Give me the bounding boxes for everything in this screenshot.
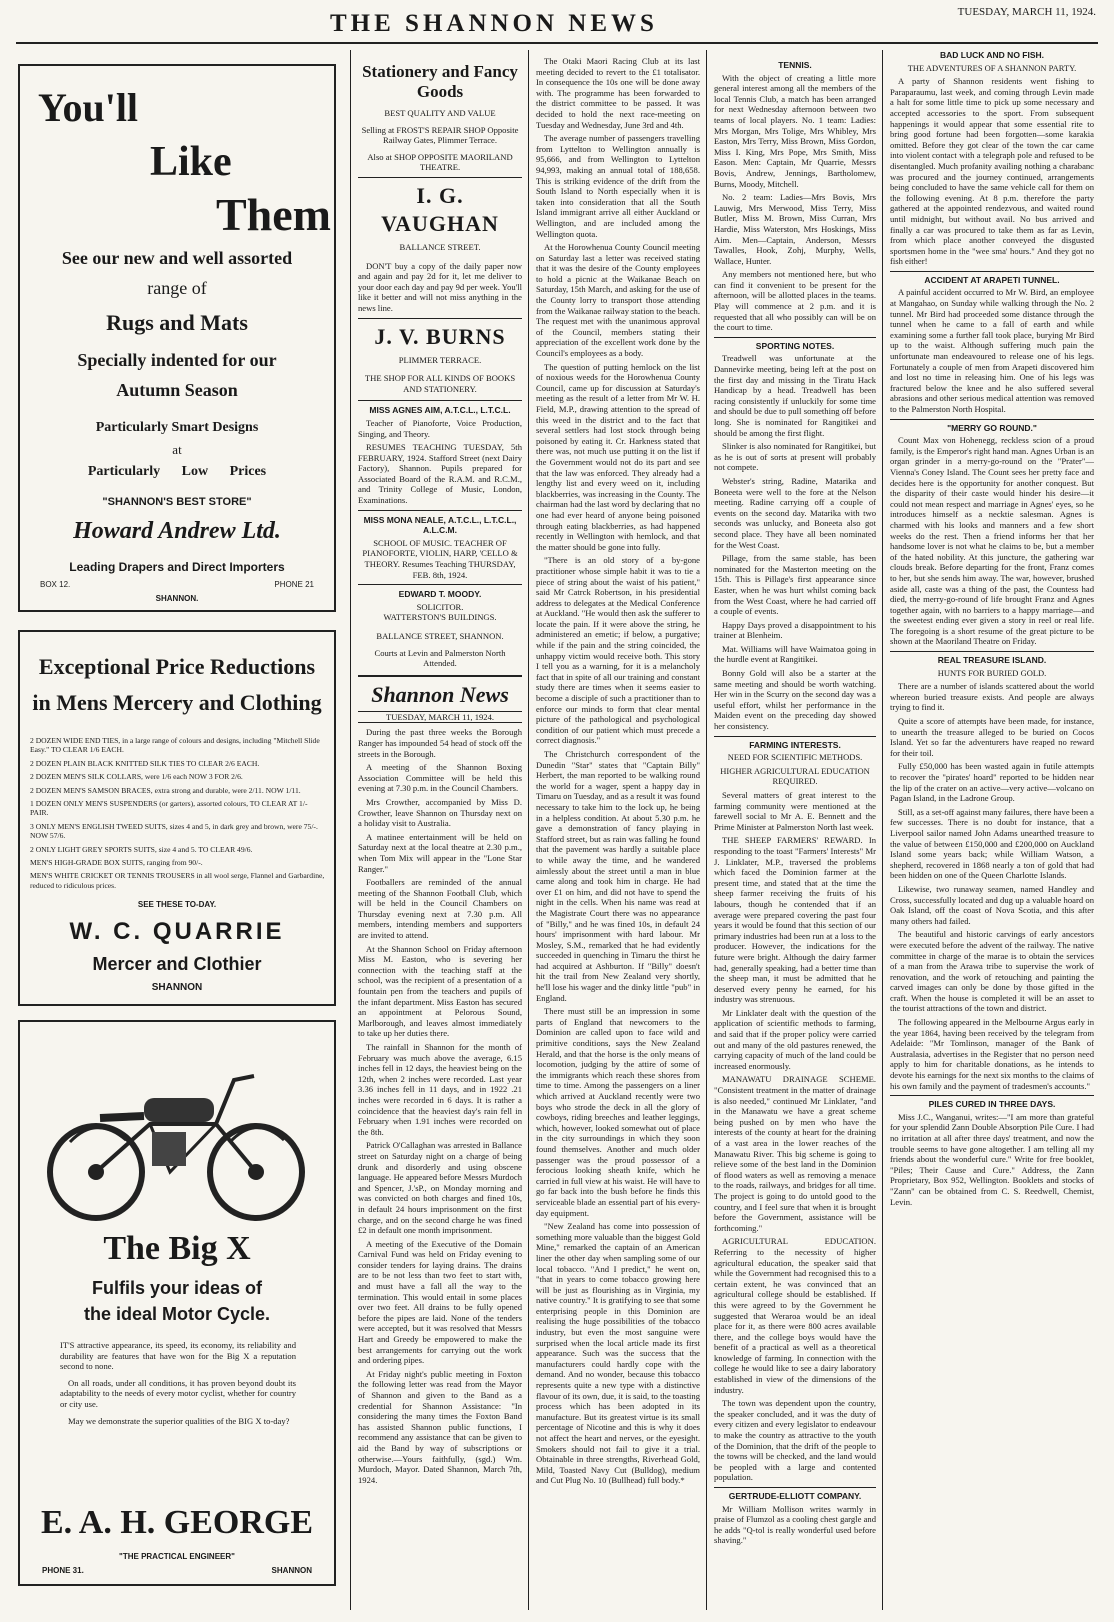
ad-paragraph: RESUMES TEACHING TUESDAY, 5th FEBRUARY, 1924. Stafford Street (next Dairy Factory), Shannon. Pupils prepared for Associated Board of the R.A.M. and R.C.M., and Trinity College of Music, London, Examinations. bbox=[358, 442, 522, 506]
bad-luck-subheading: THE ADVENTURES OF A SHANNON PARTY. bbox=[907, 62, 1077, 73]
news-paragraph: The Otaki Maori Racing Club at its last meeting decided to revert to the £1 totalisator. In consequence the 10s one will be done away with. The programme has been forwarded to the district committee to be passed. It was decided to hold the next race-meeting on Tuesday and Wednesday, June 3rd and 4th. bbox=[536, 56, 700, 130]
sporting-paragraph: Mat. Williams will have Waimatoa going in the hurdle event at Rangitikei. bbox=[714, 643, 876, 665]
ad-box-number: BOX 12. bbox=[40, 580, 71, 589]
sporting-heading: SPORTING NOTES. bbox=[714, 337, 876, 352]
ad-text: Courts at Levin and Palmerston North Attended. bbox=[374, 647, 506, 669]
ad-paragraph: DON'T buy a copy of the daily paper now and again and pay 2d for it, let me deliver to your door each day and pay 9d per week. You'll like it better and will not miss anything in the news line. bbox=[358, 260, 522, 313]
ad-text: Particularly Low Prices bbox=[87, 464, 267, 479]
ad-company-name: E. A. H. GEORGE bbox=[40, 1504, 314, 1541]
news-paragraph: The question of putting hemlock on the list of noxious weeds for the Horowhenua County Council, came up for discussion at Saturday's meeting as the result of a letter from Mr W. H. Field, M.P., drawing attention to the spread of this weed in the district and to the fact that several settlers had lost stock through being poisoned by eating it. Cr. Harkness stated that there was, not much use putting it on the list if the Government would not do its part and see that the law was enforced. They already had a lengthy list and every weed on it, including blackberries, was increasing in the County. The chairman had the last word by declaring that no one had ever heard of anyone being poisoned through eating blackberries, as had happened recently in Wellington with hemlock, and that the matter should be gone into fully. bbox=[536, 361, 700, 552]
column-4 bbox=[714, 56, 876, 1616]
ad-headline: in Mens Mercery and Clothing bbox=[32, 690, 322, 715]
ad-paragraph: IT'S attractive appearance, its speed, its economy, its reliability and durability are features that have won for the Big X a reputation second to none. bbox=[60, 1340, 296, 1372]
news-paragraph: "There is an old story of a by-gone practitioner whose simple habit it was to tie a piece of string about the waist of his patient," said Mr Catrck Robertson, in his presidential address to delegates at the Medical Conference at Auckland. "He would then ask the sufferer to locate the pain. If it were above the string, he administered an emetic; if below, a purgative; while if the pain and the string coincided, the unhappy victim would receive both. This story I tell you as a warning, for it is a melancholy fact that in spite of all our training and constant study there are times when it seems easier to become a disciple of such a practitioner than to enforce our minds to form that clear mental picture of the pathological and psychological condition of our patient which must precede a correct diagnosis." bbox=[536, 555, 700, 746]
accident-heading: ACCIDENT AT ARAPETI TUNNEL. bbox=[890, 271, 1094, 286]
column-5 bbox=[890, 46, 1094, 1616]
farming-paragraph: THE SHEEP FARMERS' REWARD. In responding to the toast "Farmers' Interests" Mr J. Linklater, M.P., traversed the problems which faced the Dominion farmer at the present time, and stated that at the time the sheep farmer receiving the fruits of his labours, though he contended that if an average were prepared covering the past four years it would be found that this section of our primary industries had been run at a loss to the producer. However, the indications for the future were bright. Although the dairy farmer had, generally speaking, had a better time than the sheep man, it must be admitted that he deserved every penny he earned, for his industry was strenuous. bbox=[714, 835, 876, 1005]
ad-headline: Exceptional Price Reductions bbox=[38, 654, 316, 679]
ad-text: Autumn Season bbox=[116, 380, 238, 400]
aim-heading: MISS AGNES AIM, A.T.C.L., L.T.C.L. bbox=[369, 405, 511, 416]
news-paragraph: Patrick O'Callaghan was arrested in Ballance street on Saturday night on a charge of being drunk and disorderly and using obscene language. He appeared before Messrs Murdoch and Spencer, J.'sP., on Monday morning and was convicted on both charges and fined 10s, in default 24 hours imprisonment on the first charge, and on the second charge he was fined £2 in default one month imprisonment. bbox=[358, 1140, 522, 1236]
column-rule bbox=[706, 50, 707, 1610]
motorcycle-illustration bbox=[40, 1032, 316, 1232]
ad-headline-3: Them bbox=[216, 189, 331, 240]
column-3 bbox=[536, 56, 700, 1616]
treasure-paragraph: There are a number of islands scattered about the world whereon buried treasure exists. And people are always trying to find it. bbox=[890, 681, 1094, 713]
column-rule bbox=[350, 50, 351, 1610]
neale-heading: MISS MONA NEALE, A.T.C.L., L.T.C.L., A.L.C.M. bbox=[363, 514, 517, 536]
merry-paragraph: Count Max von Hohenegg, reckless scion of a proud family, is the Emperor's right hand man. Agnes Urban is an organ grinder in a merry-go-round on the "Prater"—Vienna's Coney Island. The Count sees her pretty face and decides here is the opportunity for another conquest. But the disparity of their caste would hinder his desire—it could not mean respect and marriage in Agnes' eyes, so he introduces himself as a necktie salesman. Agnes is charmed with his looks and manners and a few short weeks do the rest. Then a friend informs her that her handsome lover is not what he claims to be, but a member of the hated nobility. At this juncture, the gathering war clouds break. Before departing for the front, Franz comes to her, but she sends him away. The war, however, brushed aside all, caste was a thing of the past, the Countess had died, the merry-go-round of life brought Franz and Agnes together again, with no barriers to a happy marriage—and the sweetest ending ever given a story in reel or real life. The foregoing is a short resume of the great picture to be shown at the Maoriland Theatre on Friday. bbox=[890, 435, 1094, 647]
ad-text: WATTERSTON'S BUILDINGS. bbox=[383, 612, 497, 623]
ad-text: BALLANCE STREET, SHANNON. bbox=[376, 631, 504, 641]
farming-paragraph: Several matters of great interest to the farming community were mentioned at the farewell social to Mr A. E. Bennett and the Prime Minister at Palmerston North last week. bbox=[714, 790, 876, 832]
ad-text: SEE THESE TO-DAY. bbox=[137, 900, 217, 909]
treasure-paragraph: Fully £50,000 has been wasted again in futile attempts to recover the "pirates' hoard" reported to be hidden near the lip of the crater on an active—very active—volcano on Pagan Island, in the Ladrone Group. bbox=[890, 761, 1094, 804]
ad-text: BALLANCE STREET. bbox=[399, 241, 481, 252]
ad-text: Particularly Smart Designs bbox=[95, 420, 259, 435]
ad-text: Selling at FROST'S REPAIR SHOP Opposite Railway Gates, Plimmer Terrace. bbox=[361, 124, 519, 146]
sporting-paragraph: Slinker is also nominated for Rangitikei, but as he is out of sorts at present will probably not compete. bbox=[714, 441, 876, 473]
ad-text: Leading Drapers and Direct Importers bbox=[69, 560, 285, 574]
ad-phone: PHONE 21 bbox=[274, 580, 314, 589]
ad-text: Rugs and Mats bbox=[106, 310, 248, 335]
vaughan-name: I. G. VAUGHAN bbox=[381, 182, 499, 236]
newspaper-title: THE SHANNON NEWS bbox=[330, 10, 658, 37]
tennis-paragraph: With the object of creating a little more general interest among all the members of the local Tennis Club, a match has been arranged for next Wednesday afternoon between two teams of local players. No. 1 team: Ladies: Mrs Morgan, Mrs Tolige, Mrs Whibley, Mrs Easton, Mrs Terry, Miss Brown, Miss Gordon, Miss I. King, Mrs Pope, Mrs Smith, Miss Eason. Men: Captain, Mr Quarrie, Messrs Bovis, Andrew, Jennings, Bartholomew, Burns, Moody, Mitchell. bbox=[714, 72, 876, 189]
column-rule bbox=[882, 50, 883, 1610]
farming-paragraph: MANAWATU DRAINAGE SCHEME. "Consistent treatment in the matter of drainage is also needed," continued Mr Linklater, "and in the Manawatu we have a great scheme being pushed on by men who have the interests of the county at heart for the draining of a vast area in the lower reaches of the Manawatu River. This big scheme is going to relieve some of the best land in the Dominion of flood waters as well as removing a menace to the roads, railways, and bridges for all time. The project is going to do untold good to the country, and I feel sure that when it is brought before the Government, assistance will be forthcoming." bbox=[714, 1074, 876, 1233]
sporting-paragraph: Happy Days proved a disappointment to his trainer at Blenheim. bbox=[714, 619, 876, 641]
ad-text: "THE PRACTICAL ENGINEER" bbox=[119, 1552, 235, 1561]
news-paragraph: At Friday night's public meeting in Foxton the following letter was read from the Mayor of Shannon and given to the Band as a credential for Shannon Assistance: "In considering the many times the Foxton Band has assisted Shannon public functions, I recommend any assistance that can be given to aid the Band by way of subscriptions or otherwise.—Yours faithfully, (sgd.) Wm. Murdoch, Mayor. Dated Shannon, March 7th, 1924. bbox=[358, 1368, 522, 1485]
ad-item: MEN'S HIGH-GRADE BOX SUITS, ranging from 90/-. bbox=[30, 858, 203, 868]
accident-paragraph: A painful accident occurred to Mr W. Bird, an employee at Mangahao, on Sunday while walking through the No. 2 tunnel. Mr Bird had proceeded some distance through the tunnel when he came to a fall of earth and while examining some a further fall took place, burying Mr Bird up to the waist. Although suffering much pain the unfortunate man endeavoured to release one of his legs. Fortunately a couple of men from Arapeti discovered him and lost no time in releasing him. One of his legs was fractured below the knee and he also suffered several abrasions and other serious medical attention was removed to the Palmerston North Hospital. bbox=[890, 287, 1094, 414]
ad-text: BEST QUALITY AND VALUE bbox=[384, 108, 496, 118]
treasure-paragraph: The following appeared in the Melbourne Argus early in the year 1864, having been received by the telegram from Adelaide: "Mr Tomlinson, manager of the Bank of Australasia, advertises in the Register that no person need apply to him for charitable donations, as he intends to devote his earnings for the next six months to the claims of his own family and the payment of tradesmen's accounts." bbox=[890, 1017, 1094, 1091]
news-paragraph: "New Zealand has come into possession of something more valuable than the biggest Gold Mine," remarked the captain of an American liner the other day when sampling some of our local tobacco. "And I predict," he went on, "that in years to come tobacco growing here will be just as flourishing as in Virginia, my native country." It is gratifying to see that some enterprising people in this Dominion are realising the huge possibilities of the tobacco industry, but even the most sanguine were surprised when the local article made its first appearance. Such was the success that the manufacturers could hardly cope with the demand. And no wonder, because this tobacco represents quite a new type with a distinctive flavour of its own, due, it is said, to the toasting process which has been adopted in its manufacture. But its greatest virtue is its small percentage of Nicotine and this is why it does not affect the heart and nerves, or the eyesight. Smokers should not fail to give it a trial. Obtainable in three strengths, Riverhead Gold, Mild, Toasted Navy Cut (Bulldog), medium and Cut Plug No. 10 (Bullhead) full body.* bbox=[536, 1221, 700, 1486]
bad-luck-heading: BAD LUCK AND NO FISH. bbox=[939, 50, 1045, 60]
ad-text: THE SHOP FOR ALL KINDS OF BOOKS AND STATIONERY. bbox=[364, 373, 516, 394]
ad-text: Fulfils your ideas of bbox=[91, 1278, 263, 1298]
news-paragraph: The Christchurch correspondent of the Dunedin "Star" states that "Captain Billy" Herbert, the man reported to be walking round the world for a wager, spent a happy day in Timaru on Tuesday, and as a result it was found necessary to take him to the lock up, he being in a helpless condition. At about 5.30 p.m. he gave a demonstration of fancy playing in Stafford street, but as rain was falling he found that the pavement was hardly a suitable place to while away the time, and he wandered aimlessly about the street until a man in blue came along and took him in charge. He had over £1 on him, and did not have to spend the night in the cells. When his name was read at the Magistrate Court there was no appearance of "Billy," and he was fined 10s, in default 24 hours' imprisonment with hard labour. Mr Mosley, S.M., remarked that he had evidently succeeded in quenching in Timaru the thirst he had acquired at Ashburton. If "Billy" doesn't hit the trail from New Zealand very shortly, he'll lose his wager and the dinky little "pub" in England. bbox=[536, 749, 700, 1003]
ad-text: PLIMMER TERRACE. bbox=[398, 354, 482, 365]
ad-item: 2 DOZEN PLAIN BLACK KNITTED SILK TIES TO CLEAR 2/6 EACH. bbox=[30, 758, 260, 768]
ad-text: at bbox=[172, 442, 182, 457]
ad-text: SCHOOL OF MUSIC. TEACHER OF PIANOFORTE, VIOLIN, HARP, 'CELLO & THEORY. Resumes Teaching THURSDAY, FEB. 8th, 1924. bbox=[362, 537, 518, 580]
farming-article bbox=[714, 790, 876, 1483]
ad-text: See our new and well assorted bbox=[61, 248, 293, 268]
farming-subheading-2: HIGHER AGRICULTURAL EDUCATION REQUIRED. bbox=[720, 765, 870, 787]
ad-paragraph: Teacher of Pianoforte, Voice Production, Singing, and Theory. bbox=[358, 417, 522, 439]
treasure-subheading: HUNTS FOR BURIED GOLD. bbox=[937, 667, 1047, 678]
ad-item: 2 DOZEN WIDE END TIES, in a large range of colours and designs, including "Mitchell Slide Easy." TO CLEAR 1/6 EACH. bbox=[30, 736, 320, 755]
ad-george bbox=[18, 1020, 336, 1586]
piles-paragraph: Miss J.C., Wanganui, writes:—"I am more than grateful for your splendid Zann Double Absorption Pile Cure. I had no irritation at all after three days' treatment, and now the trouble seems to have gone altogether. I am telling all my friends about the wonderful cure." Write for free booklet, "Piles; Their Cause and Cure." Address, the Zann Proprietary, Box 952, Wellington. Booklets and stocks of "Zann" can be obtained from C. S. Reedwell, Chemist, Levin. bbox=[890, 1111, 1094, 1207]
news-paragraph: At the Horowhenua County Council meeting on Saturday last a letter was received stating that it was the desire of the County employees to hold a picnic at the Waikanae Beach on Saturday, 15th March, and asking for the use of the County lorry to transport those attending from the Waikanae railway station to the beach. The request met with the unanimous approval of the Council, members stating their appreciation of the excellent work done by the Council's employees as a body. bbox=[536, 242, 700, 359]
ad-company-name: W. C. QUARRIE bbox=[69, 918, 285, 945]
sporting-article bbox=[714, 353, 876, 731]
ad-phone: PHONE 31. bbox=[42, 1566, 84, 1575]
news-paragraph: Mrs Crowther, accompanied by Miss D. Crowther, leave Shannon on Thursday next on a holiday visit to Australia. bbox=[358, 796, 522, 829]
paper-date: TUESDAY, MARCH 11, 1924. bbox=[358, 711, 522, 724]
ad-company-name: Howard Andrew Ltd. bbox=[73, 518, 281, 544]
news-paragraph: Footballers are reminded of the annual meeting of the Shannon Football Club, which will be held in the Council Chambers on Thursday evening next at 7.30 p.m. All members, intending members and supporters are invited to attend. bbox=[358, 877, 522, 941]
ad-item: 2 DOZEN MEN'S SAMSON BRACES, extra strong and durable, were 2/11. NOW 1/11. bbox=[30, 785, 301, 795]
bad-luck-paragraph: A party of Shannon residents went fishing to Paraparaumu, last week, and coming through Levin made a halt for some little time to pick up some necessary and accepted accessories to the sport. From subsequent happenings it would appear that some essential rite to bring good fortune had been forgotten—some karakia omitted. Before they got clear of the town the car came into violent contact with a telegraph pole and refused to be disentangled. Much profanity availing nothing a charabanc was procured and the journey continued, arrangements being concluded to have the same vehicle call for them on the following evening. At 8 p.m. therefore the party gathered at the appointed rendezvous, and waited round until midnight, but without avail. No bus arrived and finally a car was procured to take them as far as Levin, from which place another conveyed the disgusted sportsmen home in the "wee sma' hours." And they got no fish either! bbox=[890, 76, 1094, 267]
masthead-rule bbox=[16, 42, 1098, 44]
news-paragraph: There must still be an impression in some parts of England that newcomers to the Dominion are called upon to face wild and primitive conditions, says the New Zealand Herald, and that the horse is the only means of locomotion, judging by the attire of some of the immigrants which reach these shores from time to time. Among the passengers on a liner which arrived at Auckland recently were two boys who strode the deck in all the glory of cowboys, riding breeches and leather leggings, which, however, looked somewhat out of place in the city surroundings in which they soon found themselves. Another and much older passenger was the proud possessor of a ferocious looking sheath knife, which he carried in full view at his waist. He will have to go far back into the bush before he finds this serviceable blade an essential part of his every-day equipment. bbox=[536, 1006, 700, 1218]
treasure-paragraph: Still, as a set-off against many failures, there have been a few successes. There is no doubt for instance, that a Liverpool sailor named John Adams unearthed treasure to the value of between £150,000 and £200,000 on Auckland Island some years back; while William Watson, a shepherd, recovered in 1868 nearly a ton of gold that had been hidden on one of the Queen Charlotte Islands. bbox=[890, 806, 1094, 881]
burns-name: J. V. BURNS bbox=[374, 323, 506, 349]
ad-body bbox=[60, 1340, 296, 1426]
ad-headline-1: You'll bbox=[38, 85, 139, 130]
local-news bbox=[358, 727, 522, 1485]
treasure-heading: REAL TREASURE ISLAND. bbox=[890, 651, 1094, 666]
column-rule bbox=[528, 50, 529, 1610]
ad-howard-andrew bbox=[18, 64, 336, 612]
ad-town: SHANNON bbox=[151, 982, 203, 993]
tennis-paragraph: No. 2 team: Ladies—Mrs Bovis, Mrs Lauwig, Mrs Merwood, Miss Terry, Miss Butler, Miss M. Brown, Miss Curran, Mrs Hardie, Miss Waterston, Mrs Hoskings, Miss Aim. Men—Captain, Anderson, Messrs Tawalles, Hook, Zohj, Murphy, Wells, Wallace, Hunter. bbox=[714, 192, 876, 266]
ad-paragraph: May we demonstrate the superior qualities of the BIG X to-day? bbox=[68, 1415, 290, 1426]
ad-item: 2 DOZEN MEN'S SILK COLLARS, were 1/6 each NOW 3 FOR 2/6. bbox=[30, 772, 243, 782]
news-paragraph: A matinee entertainment will be held on Saturday next at the local theatre at 2.30 p.m., when Tom Mix will appear in the "Lone Star Ranger." bbox=[358, 831, 522, 874]
news-paragraph: During the past three weeks the Borough Ranger has impounded 54 head of stock off the streets in the Borough. bbox=[358, 727, 522, 759]
column-2 bbox=[358, 56, 522, 1616]
ad-item-list bbox=[30, 736, 326, 894]
farming-paragraph: AGRICULTURAL EDUCATION. Referring to the necessity of higher agricultural education, the speaker said that while the Government had recognised this to a certain extent, he was convinced that an agricultural college should be established. If this were agreed to by the Government he suggested that Weraroa would be an ideal place for it, as there were 800 acres available there, and the college boys would have the benefit of a practical as well as a theoretical knowledge of farming. In connection with the college he would like to see a dairy laboratory established in view of the dimensions of the industry. bbox=[714, 1236, 876, 1395]
sporting-paragraph: Pillage, from the same stable, has been nominated for the Masterton meeting on the 15th. This is Pillage's first appearance since Easter, when he was hurt whilst coming back from the West Coast, where he had carried off a couple of events. bbox=[714, 553, 876, 617]
ad-text: Also at SHOP OPPOSITE MAORILAND THEATRE. bbox=[367, 151, 513, 173]
ad-text: Mercer and Clothier bbox=[92, 954, 262, 974]
ad-item: 1 DOZEN ONLY MEN'S SUSPENDERS (or garters), assorted colours, TO CLEAR AT 1/- PAIR. bbox=[30, 799, 308, 818]
sporting-paragraph: Webster's string, Radine, Matarika and Boneeta were well to the fore at the Nelson meeting. Radine carrying off a couple of events on the second day. Matarika with two seconds was unlucky, and Boneeta also got second place. They have all been nominated for the West Coast. bbox=[714, 475, 876, 550]
ad-text: SOLICITOR. bbox=[416, 601, 464, 612]
ad-text: range of bbox=[147, 278, 207, 298]
tennis-article bbox=[714, 73, 876, 333]
ad-town: SHANNON bbox=[271, 1566, 312, 1575]
ad-headline: The Big X bbox=[103, 1230, 251, 1267]
ad-paragraph: On all roads, under all conditions, it has proven beyond doubt its adaptability to the needs of every motor cyclist, whether for country or city use. bbox=[60, 1377, 296, 1409]
piles-heading: PILES CURED IN THREE DAYS. bbox=[890, 1095, 1094, 1110]
news-paragraph: A meeting of the Executive of the Domain Carnival Fund was held on Friday evening to consider tenders for laying drains. The drains are to be not less than two feet to start with, and must have a fall all the way to the termination. This would entail in some places over two feet. All drains to be fully opened before the pipes are laid. None of the tenders were accepted, but it was resolved that Messrs Hart and Greedy be empowered to make the best arrangements for carrying out the work and ordering pipes. bbox=[358, 1238, 522, 1366]
news-paragraph: A meeting of the Shannon Boxing Association Committee will be held this evening at 7.30 p.m. in the Council Chambers. bbox=[358, 762, 522, 794]
masthead bbox=[0, 0, 1114, 40]
sporting-paragraph: Bonny Gold will also be a starter at the same meeting and should be worth watching. Her win in the Scurry on the second day was a useful effort, whilst her performance in the Maiden event on the preceding day showed her consistency. bbox=[714, 668, 876, 732]
ad-item: MEN'S WHITE CRICKET OR TENNIS TROUSERS in all wool serge, Flannel and Garbardine, reduced to ridiculous prices. bbox=[30, 871, 325, 890]
treasure-paragraph: The beautiful and historic carvings of early ancestors were executed before the advent of the railway. The native committee in charge of the marae is to obtain the services of a man from the Arawa tribe to supervise the work of renovation, and the work of retouching and painting the carved images can only be done by those gifted in the craft. When the house is completed it will be an asset to the tourist attractions of the town and district. bbox=[890, 929, 1094, 1014]
news-paragraph: The average number of passengers travelling from Lyttelton to Wellington annually is 95,666, and from Wellington to Lyttelton 94,993, making an annual total of 188,658. This is striking evidence of the drift from the South Island to North especially when it is taken into consideration that all the South Island immigrant arrive all either Auckland or Wellington, and are included among the Wellington quota. bbox=[536, 133, 700, 239]
ad-town: SHANNON. bbox=[155, 594, 199, 603]
ad-text: the ideal Motor Cycle. bbox=[83, 1304, 271, 1324]
stationery-heading: Stationery and Fancy Goods bbox=[362, 62, 518, 101]
gertrude-paragraph: Mr William Mollison writes warmly in praise of Flumzol as a cooling chest gargle and he adds "Q-tol is really wonderful used before shaving." bbox=[714, 1503, 876, 1546]
news-paragraph: The rainfall in Shannon for the month of February was much above the average, 6.15 inches fell in 12 days, the heaviest being on the 12th, when 2 inches were recorded. Last year 3.36 inches fell in 11 days, and in 1922 .21 inches were recorded in 6 days. It is rather a coincidence that the heaviest day's rain fell in February when 1.91 inches were recorded on the 8th. bbox=[358, 1042, 522, 1137]
treasure-article bbox=[890, 681, 1094, 1091]
tennis-paragraph: Any members not mentioned here, but who can find it convenient to be present for the afternoon, will be allotted places in the teams. Play will commence at 2 p.m. and it is requested that all who possibly can will be on the court to time. bbox=[714, 269, 876, 333]
farming-subheading: NEED FOR SCIENTIFIC METHODS. bbox=[727, 752, 863, 763]
merry-heading: "MERRY GO ROUND." bbox=[890, 419, 1094, 434]
sporting-paragraph: Treadwell was unfortunate at the Dannevirke meeting, being left at the post on the first day and missing in the Tiratu Hack Handicap by a head. Treadwell has been racing consistently if unluckily for some time and should be due to pull something off before long. She is nominated for Rangitikei and should be among the first flight. bbox=[714, 353, 876, 438]
tennis-heading: TENNIS. bbox=[778, 60, 812, 70]
ad-quarrie bbox=[18, 630, 336, 1006]
news-paragraph: At the Shannon School on Friday afternoon Miss M. Easton, who is severing her connection with the teaching staff at the school, was the recipient of a presentation of a fountain pen from the teachers and pupils of the infant department. Miss Easton has secured an appointment at Pelorous Sound, Marlborough, and leaves almost immediately to take up her duties there. bbox=[358, 943, 522, 1039]
ad-item: 2 ONLY LIGHT GREY SPORTS SUITS, size 4 and 5. TO CLEAR 49/6. bbox=[30, 844, 253, 854]
moody-heading: EDWARD T. MOODY. bbox=[398, 589, 482, 600]
masthead-date: TUESDAY, MARCH 11, 1924. bbox=[957, 6, 1096, 18]
farming-paragraph: Mr Linklater dealt with the question of the application of scientific methods to farming, and said that if the proper policy were carried out and many of the old pastures renewed, the carrying capacity of much of the land could be increased enormously. bbox=[714, 1007, 876, 1071]
treasure-paragraph: Likewise, two runaway seamen, named Handley and Cross, successfully located and dug up a valuable hoard on Oak Island, off the coast of Nova Scotia, and this after many others had failed. bbox=[890, 883, 1094, 926]
treasure-paragraph: Quite a score of attempts have been made, for instance, to unearth the treasure alleged to be buried on Cocos Island. Yet so far the adventurers have reaped no reward for their toil. bbox=[890, 716, 1094, 758]
farming-heading: FARMING INTERESTS. bbox=[714, 736, 876, 751]
ad-text: "SHANNON'S BEST STORE" bbox=[102, 496, 252, 508]
paper-nameplate: Shannon News bbox=[371, 681, 509, 707]
gertrude-heading: GERTRUDE-ELLIOTT COMPANY. bbox=[714, 1487, 876, 1502]
ad-headline-2: Like bbox=[150, 139, 232, 185]
ad-item: 3 ONLY MEN'S ENGLISH TWEED SUITS, sizes 4 and 5, in dark grey and brown, were 75/-. NOW 57/6. bbox=[30, 821, 318, 841]
ad-text: Specially indented for our bbox=[77, 350, 277, 370]
farming-paragraph: The town was dependent upon the country, the speaker concluded, and it was the duty of every citizen and every legislator to endeavour to make the country as attractive to the youth of the Dominion, that the drift of the people to the towns will be checked, and the land would be peopled with a large and contented population. bbox=[714, 1398, 876, 1483]
